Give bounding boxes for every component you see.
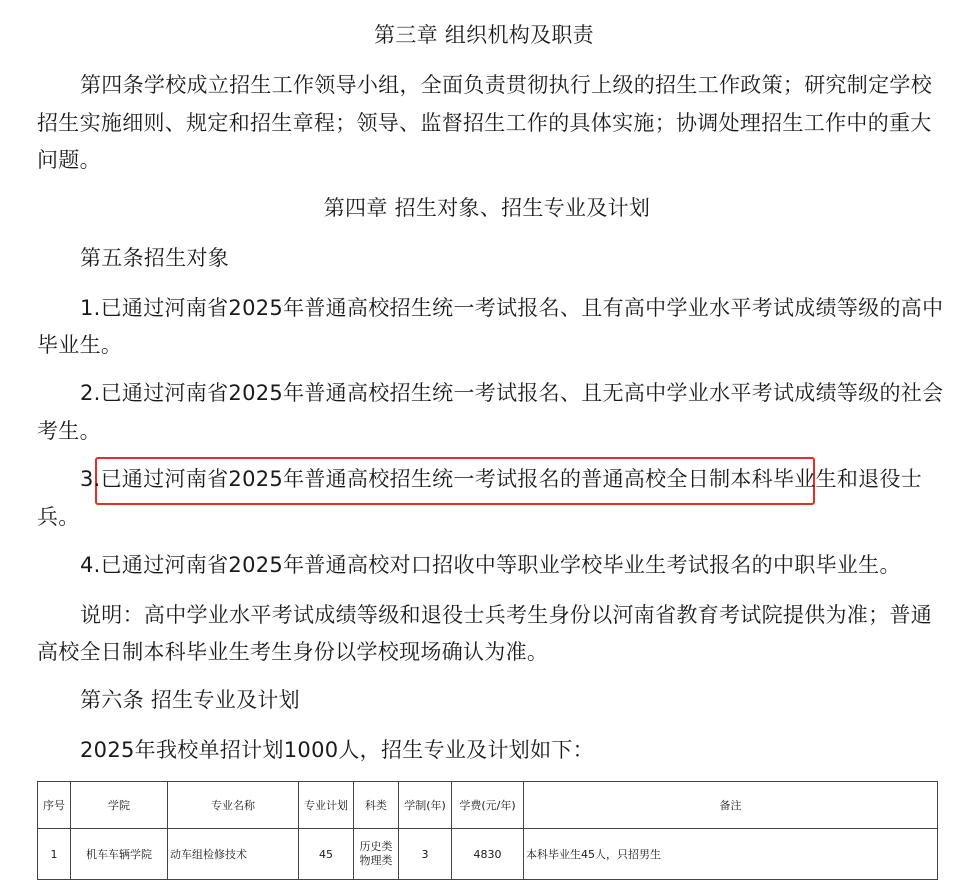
chapter3-title: 第三章 组织机构及职责 bbox=[374, 23, 594, 47]
header-plan: 专业计划 bbox=[299, 782, 354, 829]
cell-years: 3 bbox=[399, 829, 452, 880]
header-category: 科类 bbox=[354, 782, 399, 829]
header-major: 专业名称 bbox=[168, 782, 299, 829]
note-line1: 说明：高中学业水平考试成绩等级和退役士兵考生身份以河南省教育考试院提供为准；普通 bbox=[80, 603, 932, 627]
item1-line1: 1.已通过河南省2025年普通高校招生统一考试报名、且有高中学业水平考试成绩等级的高中 bbox=[80, 296, 944, 320]
cell-major: 动车组检修技术 bbox=[168, 829, 299, 880]
item4: 4.已通过河南省2025年普通高校对口招收中等职业学校毕业生考试报名的中职毕业生。 bbox=[80, 553, 901, 577]
table-header-row bbox=[38, 782, 938, 829]
cell-category bbox=[354, 829, 399, 880]
note-line2: 高校全日制本科毕业生考生身份以学校现场确认为准。 bbox=[37, 640, 549, 664]
item2-line2: 考生。 bbox=[37, 419, 101, 443]
cell-plan: 45 bbox=[299, 829, 354, 880]
header-no: 序号 bbox=[38, 782, 71, 829]
table-row bbox=[38, 829, 938, 880]
article4-line3: 问题。 bbox=[37, 148, 101, 172]
article6-title: 第六条 招生专业及计划 bbox=[80, 688, 300, 712]
chapter4-title: 第四章 招生对象、招生专业及计划 bbox=[323, 196, 651, 220]
plan-table bbox=[37, 781, 938, 880]
header-college: 学院 bbox=[71, 782, 168, 829]
item2-line1: 2.已通过河南省2025年普通高校招生统一考试报名、且无高中学业水平考试成绩等级的社会 bbox=[80, 381, 944, 405]
header-years: 学制(年) bbox=[399, 782, 452, 829]
item3-line2: 兵。 bbox=[37, 505, 80, 529]
item1-line2: 毕业生。 bbox=[37, 333, 123, 357]
article4-line2: 招生实施细则、规定和招生章程；领导、监督招生工作的具体实施；协调处理招生工作中的重大 bbox=[37, 111, 932, 135]
header-fee: 学费(元/年) bbox=[452, 782, 524, 829]
article4-line1: 第四条学校成立招生工作领导小组，全面负责贯彻执行上级的招生工作政策；研究制定学校 bbox=[80, 73, 932, 97]
category-line1: 历史类 bbox=[359, 840, 393, 853]
cell-college: 机车车辆学院 bbox=[71, 829, 168, 880]
category-line2: 物理类 bbox=[359, 854, 393, 867]
cell-remark: 本科毕业生45人，只招男生 bbox=[524, 829, 938, 880]
article6-summary: 2025年我校单招计划1000人，招生专业及计划如下： bbox=[80, 738, 594, 762]
item3-line1: 3.已通过河南省2025年普通高校招生统一考试报名的普通高校全日制本科毕业生和退役士 bbox=[80, 467, 923, 491]
header-remark: 备注 bbox=[524, 782, 938, 829]
cell-no: 1 bbox=[38, 829, 71, 880]
article5-title: 第五条招生对象 bbox=[80, 246, 230, 270]
cell-fee: 4830 bbox=[452, 829, 524, 880]
